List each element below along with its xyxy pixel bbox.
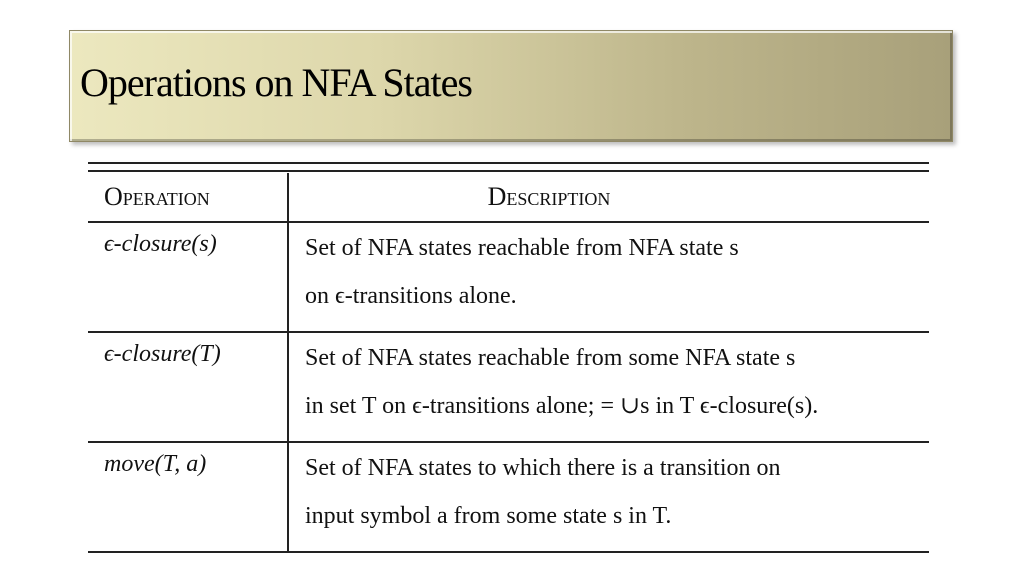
table-row bbox=[88, 222, 929, 332]
header-description: Description bbox=[288, 173, 929, 222]
title-banner bbox=[69, 30, 953, 142]
operation-cell: move(T, a) bbox=[88, 442, 288, 552]
description-cell bbox=[288, 222, 929, 332]
description-line: on ϵ-transitions alone. bbox=[305, 283, 517, 309]
operations-table bbox=[88, 173, 929, 553]
table-header-row bbox=[88, 173, 929, 222]
slide-title: Operations on NFA States bbox=[80, 60, 472, 105]
description-line: Set of NFA states reachable from NFA state s bbox=[305, 235, 739, 261]
operation-cell: ϵ-closure(T) bbox=[88, 332, 288, 442]
description-line: input symbol a from some state s in T. bbox=[305, 503, 672, 529]
description-line: Set of NFA states to which there is a transition on bbox=[305, 455, 781, 481]
description-cell bbox=[288, 332, 929, 442]
description-line: in set T on ϵ-transitions alone; = ∪s in T ϵ-closure(s). bbox=[305, 393, 819, 419]
table-top-rule bbox=[88, 162, 929, 164]
description-line: Set of NFA states reachable from some NFA state s bbox=[305, 345, 796, 371]
description-cell bbox=[288, 442, 929, 552]
operation-cell: ϵ-closure(s) bbox=[88, 222, 288, 332]
table-row bbox=[88, 332, 929, 442]
table-top-rule-second bbox=[88, 170, 929, 172]
header-operation: Operation bbox=[88, 173, 288, 222]
table-row bbox=[88, 442, 929, 552]
